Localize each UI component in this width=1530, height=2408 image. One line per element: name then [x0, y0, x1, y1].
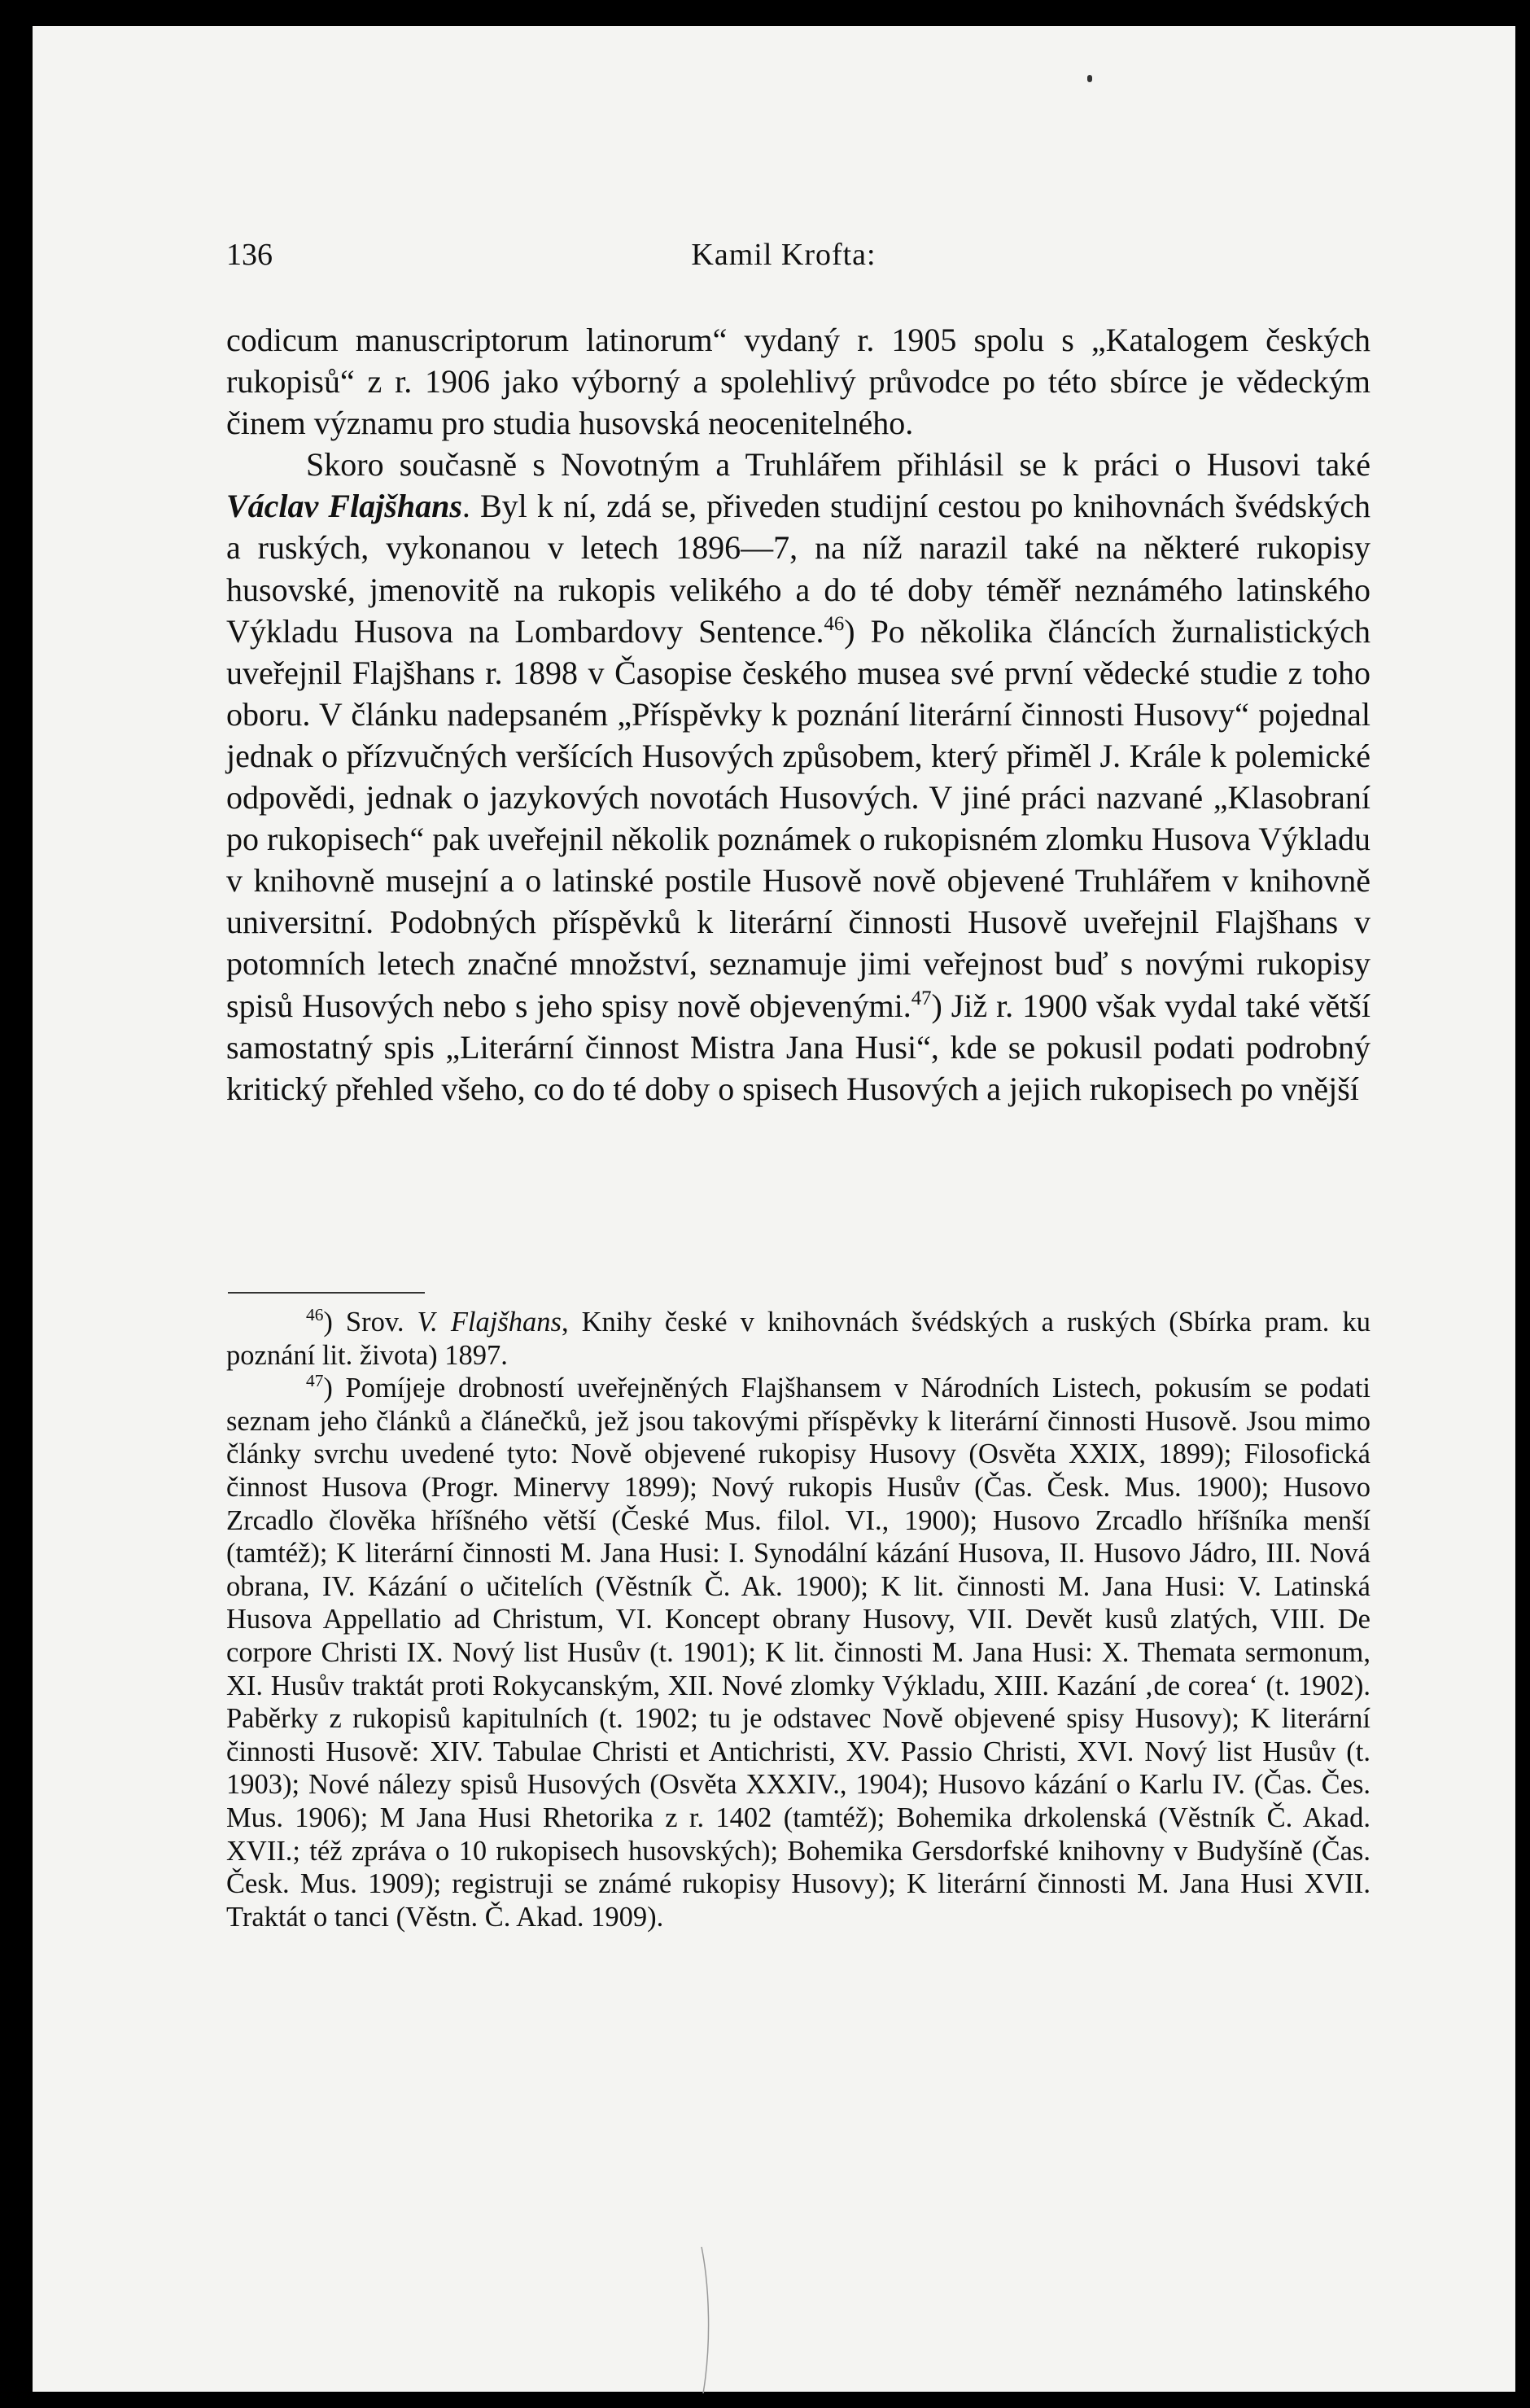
text-run: . Byl k ní, zdá se, přiveden studijní cestou po knihovnách švédských a ruských, vykonanou v letech 1896—7, na níž narazil také na některé rukopisy husovské, jmenovitě na rukopis velikého a do té doby téměř neznámého latinského Výkladu Husova na Lombardovy Sentence.	[226, 488, 1370, 650]
paragraph	[226, 444, 1370, 1110]
page-header	[194, 230, 1374, 279]
footnote-reference: 47	[911, 987, 932, 1009]
paragraph: codicum manuscriptorum latinorum“ vydaný r. 1905 spolu s „Katalogem českých rukopisů“ z r. 1906 jako výborný a spolehlivý průvodce po této sbírce je vědeckým činem významu pro studia husovská neocenitelného.	[226, 322, 1370, 442]
text-run: ) Srov.	[323, 1307, 417, 1338]
text-run: ) Po několika článcích žurnalistických uveřejnil Flajšhans r. 1898 v Časopise českého musea své první vědecké studie z toho oboru. V článku nadepsaném „Příspěvky k poznání literární činnosti Husovy“ pojednal jednak o přízvučných veršících Husových způsobem, který přiměl J. Krále k polemické odpovědi, jednak o jazykových novotách Husových. V jiné práci nazvané „Klasobraní po rukopisech“ pak uveřejnil několik poznámek o rukopisném zlomku Husova Výkladu v knihovně musejní a o latinské postile Husově nově objevené Truhlářem v knihovně universitní. Podobných příspěvků k literární činnosti Husově uveřejnil Flajšhans v potomních letech značné množství, seznamuje jimi veřejnost buď s novými rukopisy spisů Husových nebo s jeho spisy nově objevenými.	[226, 612, 1370, 1024]
running-head: Kamil Krofta:	[691, 238, 876, 272]
page-number: 136	[226, 238, 273, 272]
text-run: ) Pomíjeje drobností uveřejněných Flajšhansem v Národních Listech, pokusím se podati seznam jeho článků a článečků, jež jsou takovými příspěvky k literární činnosti Husově. Jsou mimo články svrchu uvedené tyto: Nově objevené rukopisy Husovy (Osvěta XXIX, 1899); Filosofická činnost Husova (Progr. Minervy 1899); Nový rukopis Husův (Čas. Česk. Mus. 1900); Husovo Zrcadlo člověka hříšného větší (České Mus. filol. VI., 1900); Husovo Zrcadlo hříšníka menší (tamtéž); K literární činnosti M. Jana Husi: I. Synodální kázání Husova, II. Husovo Jádro, III. Nová obrana, IV. Kázání o učitelích (Věstník Č. Ak. 1900); K lit. činnosti M. Jana Husi: V. Latinská Husova Appellatio ad Christum, VI. Koncept obrany Husovy, VII. Devět kusů zlatých, VIII. De corpore Christi IX. Nový list Husův (t. 1901); K lit. činnosti M. Jana Husi: X. Themata sermonum, XI. Husův traktát proti Rokycanským, XII. Nové zlomky Výkladu, XIII. Kazání ‚de corea‘ (t. 1902). Paběrky z rukopisů kapitulních (t. 1902; tu je odstavec Nově objevené spisy Husovy); K literární činnosti Husově: XIV. Tabulae Christi et Antichristi, XV. Passio Christi, XVI. Nový list Husův (t. 1903); Nové nálezy spisů Husových (Osvěta XXXIV., 1904); Husovo kázání o Karlu IV. (Čas. Čes. Mus. 1906); M Jana Husi Rhetorika z r. 1402 (tamtéž); Bohemika drkolenská (Věstník Č. Akad. XVII.; též zpráva o 10 rukopisech husovských); Bohemika Gersdorfské knihovny v Budyšíně (Čas. Česk. Mus. 1909); registruji se známé rukopisy Husovy); K literární činnosti M. Jana Husi XVII. Traktát o tanci (Věstn. Č. Akad. 1909).	[226, 1373, 1370, 1933]
paper-crease-mark	[698, 2247, 715, 2393]
footnotes	[226, 1306, 1370, 1933]
footnote	[226, 1306, 1370, 1372]
footnote-reference: 46	[824, 612, 845, 635]
text-run: ) Již r. 1900 však vydal také větší samostatný spis „Literární činnost Mistra Jana Husi“, kde se pokusil podati podrobný kritický přehled všeho, co do té doby o spisech Husových a jejich rukopisech po vnější	[226, 987, 1370, 1107]
ink-speck	[1087, 75, 1092, 82]
text-run: , Knihy české v knihovnách švédských a ruských (Sbírka pram. ku poznání lit. života) 1897.	[226, 1307, 1370, 1371]
text-run: Skoro současně s Novotným a Truhlářem přihlásil se k práci o Husovi také	[306, 446, 1370, 484]
footnote-mark: 47	[306, 1371, 324, 1391]
main-text	[226, 319, 1370, 1110]
footnote-separator	[228, 1292, 425, 1294]
person-name: Václav Flajšhans	[226, 488, 462, 525]
footnote-mark: 46	[306, 1305, 324, 1325]
footnote	[226, 1372, 1370, 1933]
author-name: V. Flajšhans	[417, 1307, 562, 1338]
